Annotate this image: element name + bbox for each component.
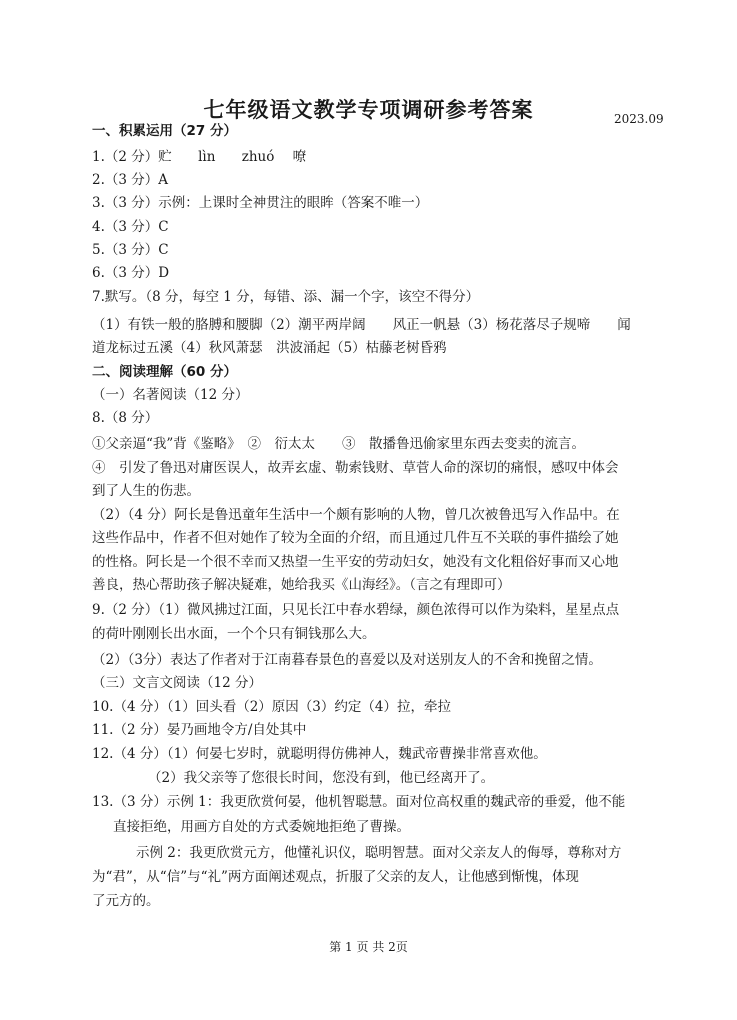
- section-heading-reading: 二、阅读理解（60 分）: [92, 364, 237, 380]
- document-date: 2023.09: [614, 112, 664, 126]
- answer-q1-part2: lìn: [198, 149, 216, 165]
- answer-q7-line2: 道龙标过五溪（4）秋风萧瑟 洪波涌起（5）枯藤老树昏鸦: [92, 340, 447, 356]
- answer-q9-line3: （2）（3分）表达了作者对于江南暮春景色的喜爱以及对送别友人的不舍和挽留之情。: [92, 652, 602, 668]
- subsection-classical-reading: （三）文言文阅读（12 分）: [92, 675, 262, 691]
- answer-q13-line4: 为“君”，从“信”与“礼”两方面阐述观点，折服了父亲的友人，让他感到惭愧，体现: [92, 869, 579, 885]
- answer-q8-line1: ①父亲逼“我”背《鉴略》 ② 衍太太 ③ 散播鲁迅偷家里东西去变卖的流言。: [92, 436, 586, 452]
- answer-q1-part4: 嘹: [292, 149, 307, 165]
- answer-q8-line6: 的性格。阿长是一个很不幸而又热望一生平安的劳动妇女，她没有文化粗俗好事而又心地: [92, 554, 619, 570]
- answer-q13-line1: 13.（3 分）示例 1：我更欣赏何晏，他机智聪慧。面对位高权重的魏武帝的垂爱，他不能: [92, 794, 626, 810]
- answer-q8: 8.（8 分）: [92, 410, 159, 426]
- page-title: 七年级语文教学专项调研参考答案: [203, 98, 534, 122]
- answer-q10: 10.（4 分）（1）回头看（2）原因（3）约定（4）拉，牵拉: [92, 699, 451, 715]
- answer-q1-part3: zhuó: [241, 149, 275, 165]
- answer-q2: 2.（3 分）A: [92, 172, 169, 188]
- answer-q9-line2: 的荷叶刚刚长出水面，一个个只有铜钱那么大。: [92, 626, 376, 642]
- answer-q8-line7: 善良，热心帮助孩子解决疑难，她给我买《山海经》。（言之有理即可）: [92, 577, 511, 593]
- answer-q6: 6.（3 分）D: [92, 265, 170, 281]
- answer-q5: 5.（3 分）C: [92, 242, 169, 258]
- page-number: 第 1 页 共 2页: [329, 940, 408, 954]
- answer-q11: 11.（2 分）晏乃画地令方/自处其中: [92, 722, 307, 738]
- answer-q12-line1: 12.（4 分）（1）何晏七岁时，就聪明得仿佛神人，魏武帝曹操非常喜欢他。: [92, 746, 547, 762]
- section-heading-accumulation: 一、积累运用（27 分）: [92, 123, 237, 139]
- subsection-classics-reading: （一）名著阅读（12 分）: [92, 387, 249, 403]
- answer-q8-line5: 这些作品中，作者不但对她作了较为全面的介绍，而且通过几件互不关联的事件描绘了她: [92, 530, 619, 546]
- answer-q13-line5: 了元方的。: [92, 893, 160, 909]
- answer-q7: 7.默写。（8 分，每空 1 分，每错、添、漏一个字，该空不得分）: [92, 289, 480, 305]
- answer-q4: 4.（3 分）C: [92, 219, 169, 235]
- answer-q8-line4: （2）（4 分）阿长是鲁迅童年生活中一个颇有影响的人物，曾几次被鲁迅写入作品中。在: [92, 507, 620, 523]
- answer-q3: 3.（3 分）示例：上课时全神贯注的眼眸（答案不唯一）: [92, 195, 429, 211]
- answer-q13-line2: 直接拒绝，用画方自处的方式委婉地拒绝了曹操。: [113, 819, 410, 835]
- answer-q9-line1: 9.（2 分）（1）微风拂过江面，只见长江中春水碧绿，颜色浓得可以作为染料，星星点点: [92, 602, 620, 618]
- answer-q7-line1: （1）有铁一般的胳膊和腰脚（2）潮平两岸阔 风正一帆悬（3）杨花落尽子规啼 闻: [92, 317, 631, 333]
- answer-q13-line3: 示例 2：我更欣赏元方，他懂礼识仪，聪明智慧。面对父亲友人的侮辱，尊称对方: [136, 845, 622, 861]
- answer-q12-line2: （2）我父亲等了您很长时间，您没有到，他已经离开了。: [148, 770, 495, 786]
- answer-q1: [92, 148, 306, 166]
- answer-q8-line2: ④ 引发了鲁迅对庸医误人，故弄玄虚、勒索钱财、草菅人命的深切的痛恨，感叹中体会: [92, 460, 619, 476]
- answer-q8-line3: 到了人生的伤悲。: [92, 483, 200, 499]
- answer-q1-part1: 1.（2 分）贮: [92, 149, 172, 165]
